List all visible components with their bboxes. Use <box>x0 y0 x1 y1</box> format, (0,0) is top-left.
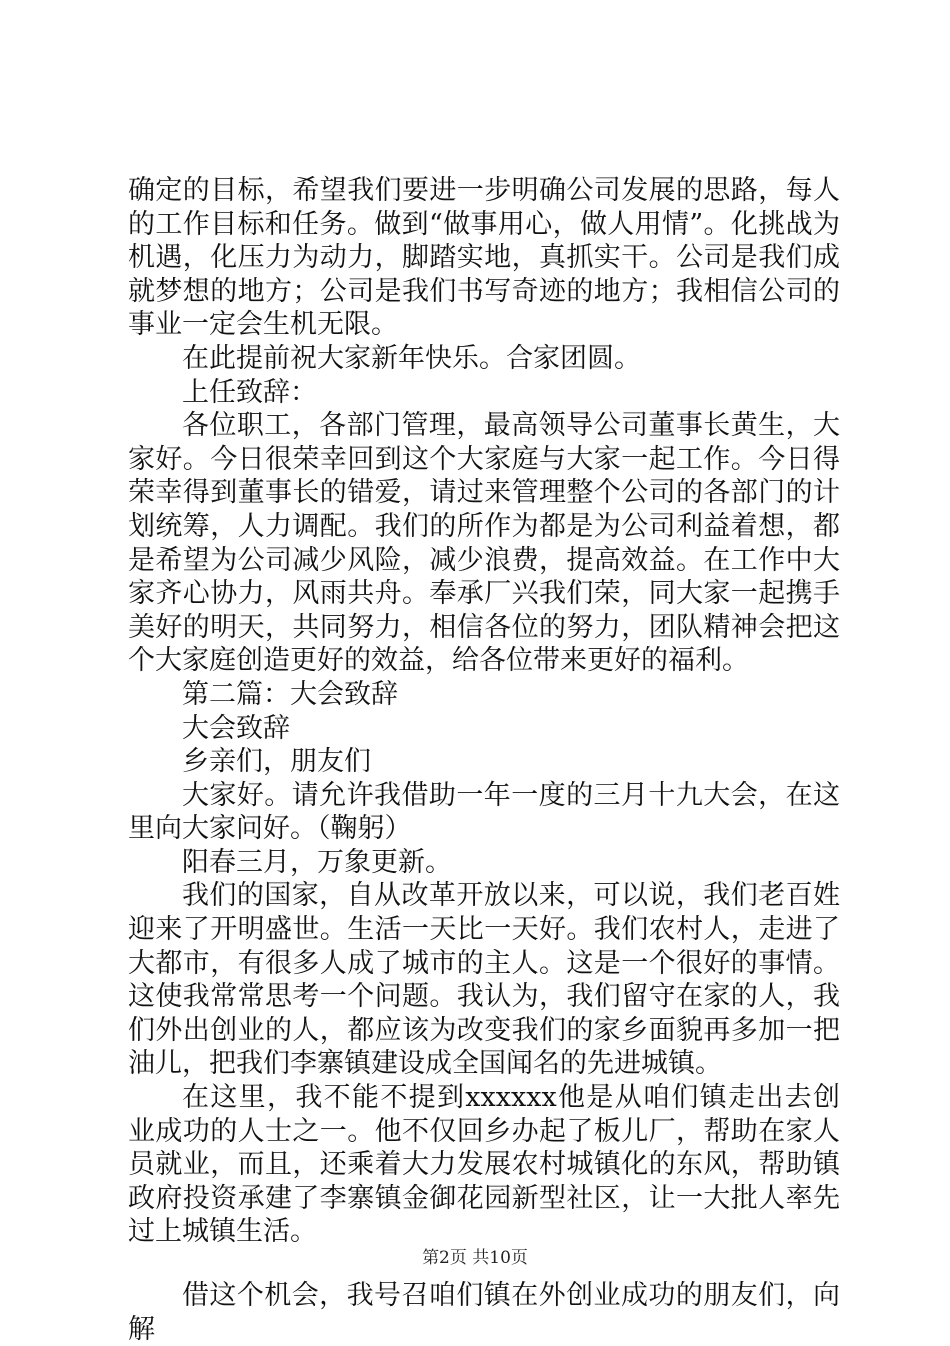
paragraph-entrepreneur: 在这里，我不能不提到xxxxxx他是从咱们镇走出去创业成功的人士之一。他不仅回乡办起了板儿厂，帮助在家人员就业，而且，还乘着大力发展农村城镇化的东风，帮助镇政府投资承建了李寨镇金御花园新型社区，让一大批人率先过上城镇生活。 <box>128 1082 840 1248</box>
heading-assembly-speech: 大会致辞 <box>182 712 290 744</box>
paragraph-spring: 阳春三月，万象更新。 <box>182 846 452 878</box>
paragraph-greeting: 大家好。请允许我借助一年一度的三月十九大会，在这里向大家问好。（鞠躬） <box>128 779 840 845</box>
greeting-line: 乡亲们，朋友们 <box>182 746 371 778</box>
paragraph-new-year-wishes: 在此提前祝大家新年快乐。合家团圆。 <box>182 342 641 374</box>
paragraph-call-to-action: 借这个机会，我号召咱们镇在外创业成功的朋友们，向解 <box>128 1280 840 1345</box>
page-number-footer: 第2页 共10页 <box>422 1248 528 1268</box>
paragraph-inauguration-speech: 各位职工，各部门管理，最高领导公司董事长黄生，大家好。今日很荣幸回到这个大家庭与大家一起工作。今日得荣幸得到董事长的错爱，请过来管理整个公司的各部门的计划统筹，人力调配。我们的所作为都是为公司利益着想，都是希望为公司减少风险，减少浪费，提高效益。在工作中大家齐心协力，风雨共舟。奉承厂兴我们荣，同大家一起携手美好的明天，共同努力，相信各位的努力，团队精神会把这个大家庭创造更好的效益，给各位带来更好的福利。 <box>128 410 840 677</box>
heading-part-two: 第二篇：大会致辞 <box>182 678 398 710</box>
paragraph-closing-goals: 确定的目标，希望我们要进一步明确公司发展的思路，每人的工作目标和任务。做到“做事用心，做人用情”。化挑战为机遇，化压力为动力，脚踏实地，真抓实干。公司是我们成就梦想的地方；公司是我们书写奇迹的地方；我相信公司的事业一定会生机无限。 <box>128 175 840 341</box>
document-body <box>128 174 840 1346</box>
heading-inauguration-speech: 上任致辞： <box>182 376 317 408</box>
paragraph-country-reform: 我们的国家，自从改革开放以来，可以说，我们老百姓迎来了开明盛世。生活一天比一天好。我们农村人，走进了大都市，有很多人成了城市的主人。这是一个很好的事情。这使我常常思考一个问题。我认为，我们留守在家的人，我们外出创业的人，都应该为改变我们的家乡面貌再多加一把油儿，把我们李寨镇建设成全国闻名的先进城镇。 <box>128 880 840 1080</box>
